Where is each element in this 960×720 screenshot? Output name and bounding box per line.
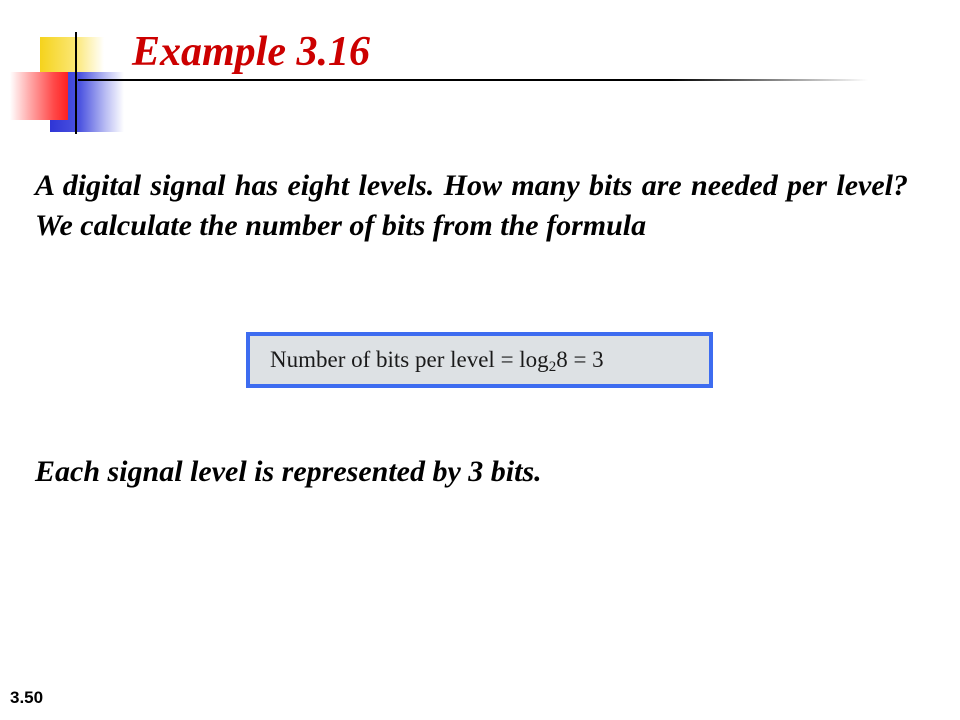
formula-lhs: Number of bits per level = log <box>270 347 549 372</box>
formula-box <box>246 332 713 388</box>
page-number: 3.50 <box>10 688 44 707</box>
slide-title: Example 3.16 <box>132 29 370 75</box>
ornament-vertical-rule <box>75 32 77 134</box>
title-underline-rule <box>78 79 868 81</box>
ornament-red-square <box>10 72 68 120</box>
formula-rhs: 8 = 3 <box>556 347 604 372</box>
conclusion-text: Each signal level is represented by 3 bits. <box>35 455 542 488</box>
formula-log-base: 2 <box>548 358 557 375</box>
problem-statement: A digital signal has eight levels. How many bits are needed per level? We calculate the number of bits from the formula <box>35 169 908 242</box>
